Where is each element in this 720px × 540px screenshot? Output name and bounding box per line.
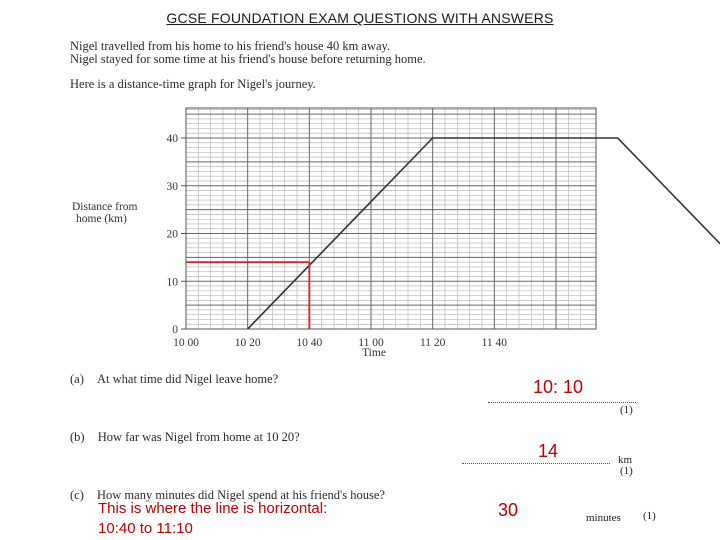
answer-a-line [488, 402, 636, 403]
y-tick-label: 10 [166, 276, 178, 289]
answer-b-line [462, 463, 610, 464]
x-tick-label: 10 00 [173, 337, 199, 349]
y-tick-label: 20 [166, 228, 178, 241]
answer-b: 14 [538, 441, 559, 461]
x-tick-label: 11 00 [358, 337, 384, 349]
intro-line-1: Nigel travelled from his home to his friend's house 40 km away. [70, 39, 391, 53]
marks-b: (1) [620, 465, 633, 477]
question-b-label: (b) [70, 430, 85, 444]
intro-line-2: Nigel stayed for some time at his friend's house before returning home. [70, 52, 426, 66]
question-c-text: How many minutes did Nigel spend at his friend's house? [97, 488, 385, 502]
page-title: GCSE FOUNDATION EXAM QUESTIONS WITH ANSWERS [166, 10, 554, 26]
x-tick-labels [173, 337, 507, 349]
explanation-line-2: 10:40 to 11:10 [98, 520, 193, 537]
x-tick-label: 10 40 [296, 337, 323, 349]
y-axis-label-line-2: home (km) [76, 213, 127, 225]
marks-a: (1) [620, 404, 633, 416]
y-tick-label: 30 [166, 180, 178, 193]
question-c-label: (c) [70, 488, 84, 502]
answer-a: 10: 10 [533, 377, 584, 397]
intro-line-3: Here is a distance-time graph for Nigel's journey. [70, 77, 316, 91]
x-tick-label: 11 40 [481, 337, 508, 349]
unit-c: minutes [586, 512, 621, 524]
x-tick-label: 10 20 [234, 337, 261, 349]
question-b-text: How far was Nigel from home at 10 20? [97, 430, 300, 444]
explanation-line-1: This is where the line is horizontal: [98, 500, 328, 517]
x-axis-label: Time [362, 347, 386, 359]
question-a-label: (a) [70, 372, 84, 386]
y-axis-label-line-1: Distance from [72, 201, 138, 213]
y-tick-label: 0 [172, 324, 178, 336]
answer-c: 30 [498, 500, 519, 520]
marks-c: (1) [643, 510, 656, 522]
y-tick-label: 40 [166, 133, 178, 145]
question-b [70, 430, 300, 445]
question-a-text: At what time did Nigel leave home? [97, 372, 279, 386]
unit-b: km [618, 454, 633, 466]
y-tick-labels [167, 133, 187, 336]
x-tick-label: 11 20 [419, 337, 446, 349]
question-a [70, 372, 278, 387]
